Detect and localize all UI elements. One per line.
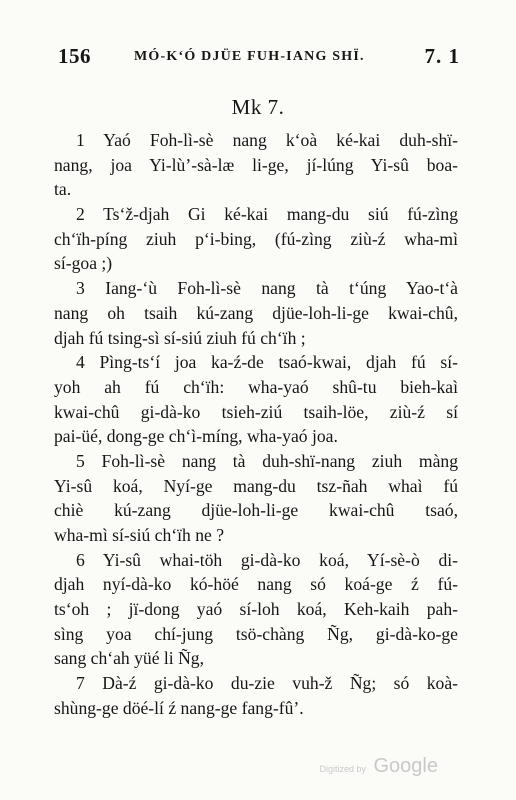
text-line: nang oh tsaih kú-zang djüe-loh-li-ge kwai-chû, bbox=[54, 302, 458, 323]
text-line: ts‘oh ; jï-dong yaó sí-loh koá, Keh-kaih pah- bbox=[54, 599, 458, 620]
text-line: 1 Yaó Foh-lì-sè nang k‘oà ké-kai duh-shï- bbox=[76, 130, 458, 150]
page-number: 156 bbox=[58, 44, 91, 68]
text-line: djah fú tsing-sì sí-siú ziuh fú ch‘ïh ; bbox=[54, 327, 306, 348]
text-line: 3 Iang-‘ù Foh-lì-sè nang tà t‘úng Yao-t‘à bbox=[76, 278, 458, 299]
text-line: sí-goa ;) bbox=[54, 253, 113, 274]
text-line: kwai-chû gi-dà-ko tsieh-ziú tsaih-löe, ziù-ź sí bbox=[54, 401, 458, 422]
watermark-prefix: Digitized by bbox=[319, 764, 367, 774]
text-line: 6 Yi-sû whai-töh gi-dà-ko koá, Yí-sè-ò di- bbox=[76, 549, 458, 570]
text-line: yoh ah fú ch‘ïh: wha-yaó shû-tu bieh-kaì bbox=[54, 376, 458, 397]
text-line: wha-mì sí-siú ch‘ïh ne ? bbox=[54, 525, 225, 545]
text-line: Yi-sû koá, Nyí-ge mang-du tsz-ñah whaì fú bbox=[54, 475, 458, 496]
text-line: 4 Pìng-ts‘í joa ka-ź-de tsaó-kwai, djah fú sí- bbox=[76, 352, 458, 373]
text-line: pai-üé, dong-ge ch‘ì-míng, wha-yaó joa. bbox=[54, 426, 338, 447]
text-line: nang, joa Yi-lù’-sà-læ li-ge, jí-lúng Yi-sû boa- bbox=[54, 154, 458, 175]
text-line: chiè kú-zang djüe-loh-li-ge kwai-chû tsaó, bbox=[54, 500, 458, 521]
text-line: djah nyí-dà-ko kó-höé nang só koá-ge ź fú- bbox=[54, 574, 458, 595]
text-line: 2 Ts‘ž-djah Gi ké-kai mang-du siú fú-zìng bbox=[76, 204, 458, 225]
running-title: MÓ-K‘Ó DJÜE FUH-IANG SHÏ. bbox=[134, 49, 365, 64]
chapter-reference: 7. 1 bbox=[424, 44, 460, 68]
watermark-brand: Google bbox=[373, 755, 438, 777]
scripture-text bbox=[54, 128, 458, 721]
text-line: sìng yoa chí-jung tsö-chàng Ñg, gi-dà-ko-ge bbox=[54, 623, 458, 644]
text-line: ta. bbox=[54, 179, 72, 200]
running-header bbox=[58, 44, 460, 70]
text-line: 5 Foh-lì-sè nang tà duh-shï-nang ziuh màng bbox=[76, 450, 458, 471]
text-line: shùng-ge döé-lí ź nang-ge fang-fû’. bbox=[54, 697, 304, 718]
digitization-watermark bbox=[320, 755, 438, 778]
chapter-heading: Mk 7. bbox=[231, 95, 285, 119]
text-line: sang ch‘ah yüé li Ñg, bbox=[54, 648, 204, 669]
text-line: ch‘ïh-píng ziuh p‘i-bing, (fú-zìng ziù-ź wha-mì bbox=[54, 228, 458, 249]
text-line: 7 Dà-ź gi-dà-ko du-zie vuh-ž Ñg; só koà- bbox=[76, 673, 458, 694]
